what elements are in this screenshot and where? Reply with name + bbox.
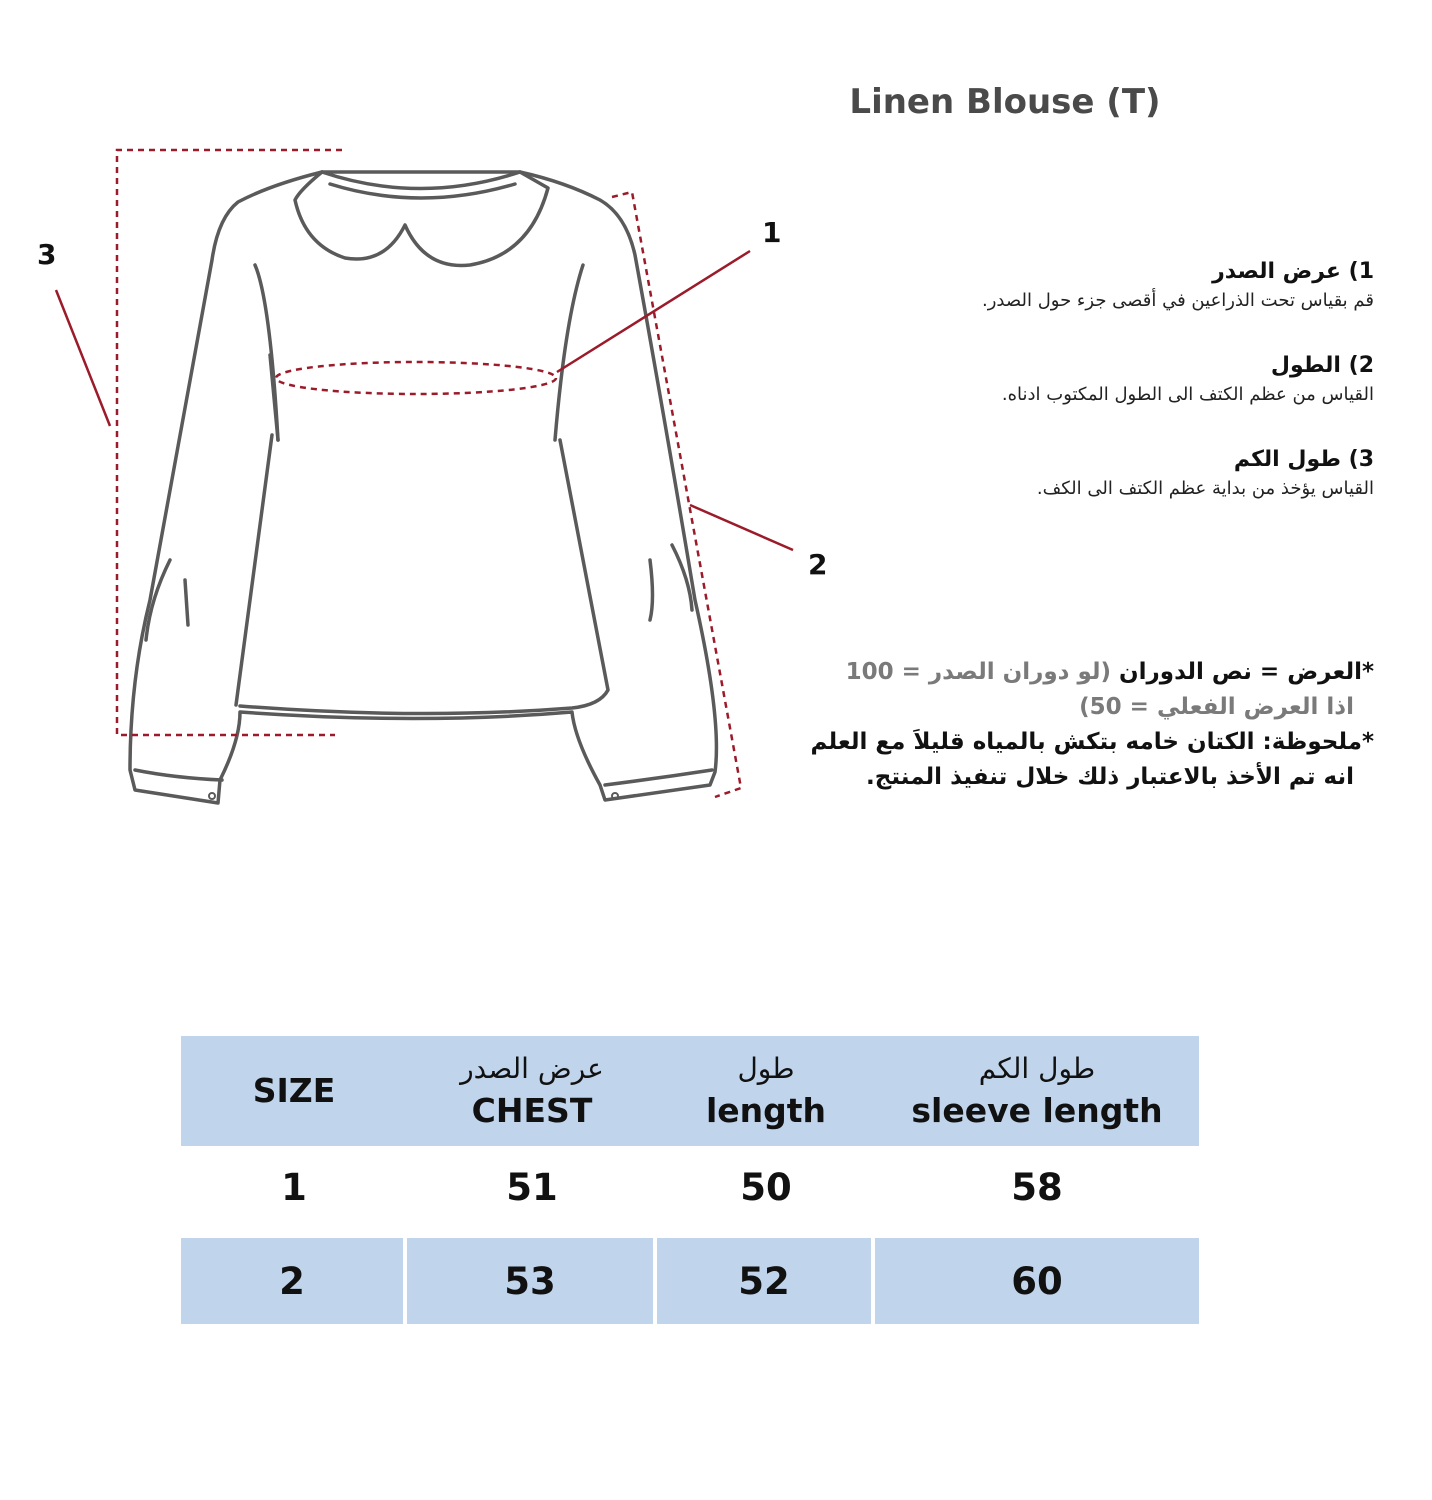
- cell-length: 50: [740, 1165, 792, 1209]
- cell-chest: 53: [407, 1238, 657, 1324]
- header-length: طول length: [705, 1052, 827, 1130]
- linen-note-2: انه تم الأخذ بالاعتبار ذلك خلال تنفيذ المنتج.: [866, 764, 1354, 790]
- width-note: [754, 655, 1374, 690]
- legend-heading: 3) طول الكم: [1233, 447, 1374, 472]
- width-rule: *العرض = نص الدوران: [1119, 659, 1374, 685]
- label-2: 2: [808, 548, 828, 581]
- table-row: [181, 1238, 1199, 1324]
- label-1: 1: [762, 216, 782, 249]
- cuff-button-icon: [209, 793, 215, 799]
- legend-body: القياس يؤخذ من بداية عظم الكتف الى الكف.: [1036, 478, 1374, 499]
- linen-note: *ملحوظة: الكتان خامه بتكش بالمياه قليلاَ مع العلم: [810, 729, 1374, 755]
- legend-item-chest: [854, 257, 1374, 315]
- leader-line-3: [56, 290, 110, 426]
- cuff-button-icon: [612, 793, 618, 799]
- cell-size: 1: [281, 1165, 307, 1209]
- cell-sleeve-length: 60: [875, 1238, 1199, 1324]
- width-example-2: اذا العرض الفعلي = 50): [1079, 694, 1354, 720]
- cell-length: 52: [657, 1238, 875, 1324]
- cell-chest: 51: [506, 1165, 558, 1209]
- legend-heading: 1) عرض الصدر: [1212, 259, 1374, 284]
- table-header-row: [181, 1036, 1199, 1146]
- legend-item-length: [854, 351, 1374, 409]
- header-size: SIZE: [252, 1071, 336, 1110]
- legend-item-sleeve: [854, 445, 1374, 503]
- page-title: Linen Blouse (T): [849, 82, 1161, 122]
- size-table: [181, 1036, 1199, 1324]
- leader-line-2: [690, 505, 793, 550]
- cell-size: 2: [181, 1238, 407, 1324]
- legend-body: قم بقياس تحت الذراعين في أقصى جزء حول الصدر.: [982, 290, 1374, 311]
- cell-sleeve-length: 58: [1011, 1165, 1063, 1209]
- blouse-diagram: [0, 0, 800, 820]
- header-sleeve-length: طول الكم sleeve length: [911, 1052, 1163, 1130]
- notes-block: [754, 655, 1374, 795]
- blouse-outline: [130, 172, 716, 803]
- chest-measure-line: [276, 362, 556, 394]
- label-3: 3: [37, 238, 57, 271]
- legend-body: القياس من عظم الكتف الى الطول المكتوب ادناه.: [1001, 384, 1374, 405]
- width-example: (لو دوران الصدر = 100: [845, 659, 1112, 685]
- header-chest: عرض الصدر CHEST: [460, 1052, 604, 1130]
- table-row: [181, 1146, 1199, 1228]
- sleeve-measure-bracket: [117, 150, 342, 735]
- legend-heading: 2) الطول: [1270, 353, 1374, 378]
